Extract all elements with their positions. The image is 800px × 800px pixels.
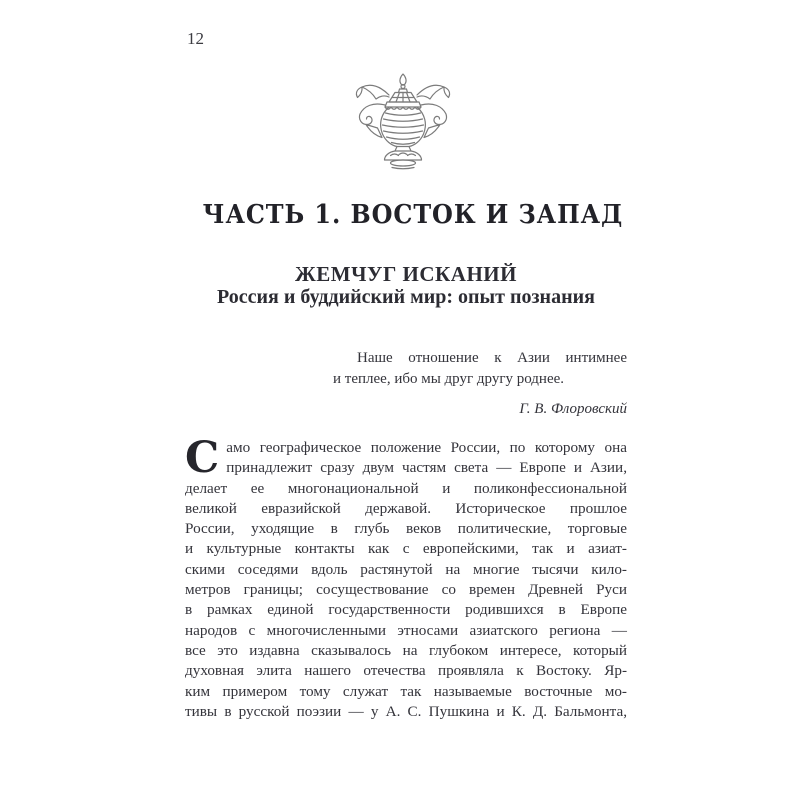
body-text-line: делает ее многонациональной и поликонфессиональной bbox=[185, 479, 627, 497]
section-title bbox=[185, 263, 627, 308]
body-text-line: России, уходящие в глубь веков политические, торговые bbox=[185, 520, 627, 538]
drop-cap: С bbox=[185, 433, 220, 483]
body-text-line: народов с многочисленными этносами азиатского региона — bbox=[185, 621, 627, 639]
body-text-line: в рамках единой государственности родившихся в Европе bbox=[185, 601, 627, 619]
page-number: 12 bbox=[187, 29, 204, 48]
epigraph bbox=[333, 348, 627, 419]
body-lines bbox=[185, 433, 627, 722]
body-text-line: ким примером тому служат так называемые восточные мо- bbox=[185, 682, 627, 700]
body-text-line: принадлежит сразу двум частям света — Европе и Азии, bbox=[226, 459, 627, 477]
body-text-line: метров границы; сосуществование со времен Древней Руси bbox=[185, 581, 627, 599]
body-text-line: амо географическое положение России, по которому она bbox=[226, 439, 627, 456]
body-text-line: тивы в русской поэзии — у А. С. Пушкина и К. Д. Бальмонта, bbox=[185, 702, 627, 720]
body-text-line: и культурные контакты как с европейскими, так и азиат- bbox=[185, 540, 627, 558]
body-paragraph bbox=[185, 433, 627, 722]
epigraph-line: Наше отношение к Азии интимнее bbox=[357, 350, 627, 366]
epigraph-attribution: Г. В. Флоровский bbox=[519, 401, 627, 417]
chapter-title: ЧАСТЬ 1. ВОСТОК И ЗАПАД bbox=[202, 200, 624, 230]
body-text-line: все это издавна сказывалось на глубоком интересе, который bbox=[185, 641, 627, 659]
section-title-main: ЖЕМЧУГ ИСКАНИЙ bbox=[295, 262, 517, 286]
treasure-vase-ornament bbox=[340, 72, 466, 172]
body-text-line: духовная элита нашего отечества проявляла к Востоку. Яр- bbox=[185, 662, 627, 680]
epigraph-line: и теплее, ибо мы друг другу роднее. bbox=[333, 371, 565, 387]
section-title-subtitle: Россия и буддийский мир: опыт познания bbox=[217, 286, 595, 308]
body-text-line: скими соседями вдоль растянутой на многие тысячи кило- bbox=[185, 560, 627, 578]
body-text-line: великой евразийской державой. Историческое прошлое bbox=[185, 499, 627, 517]
